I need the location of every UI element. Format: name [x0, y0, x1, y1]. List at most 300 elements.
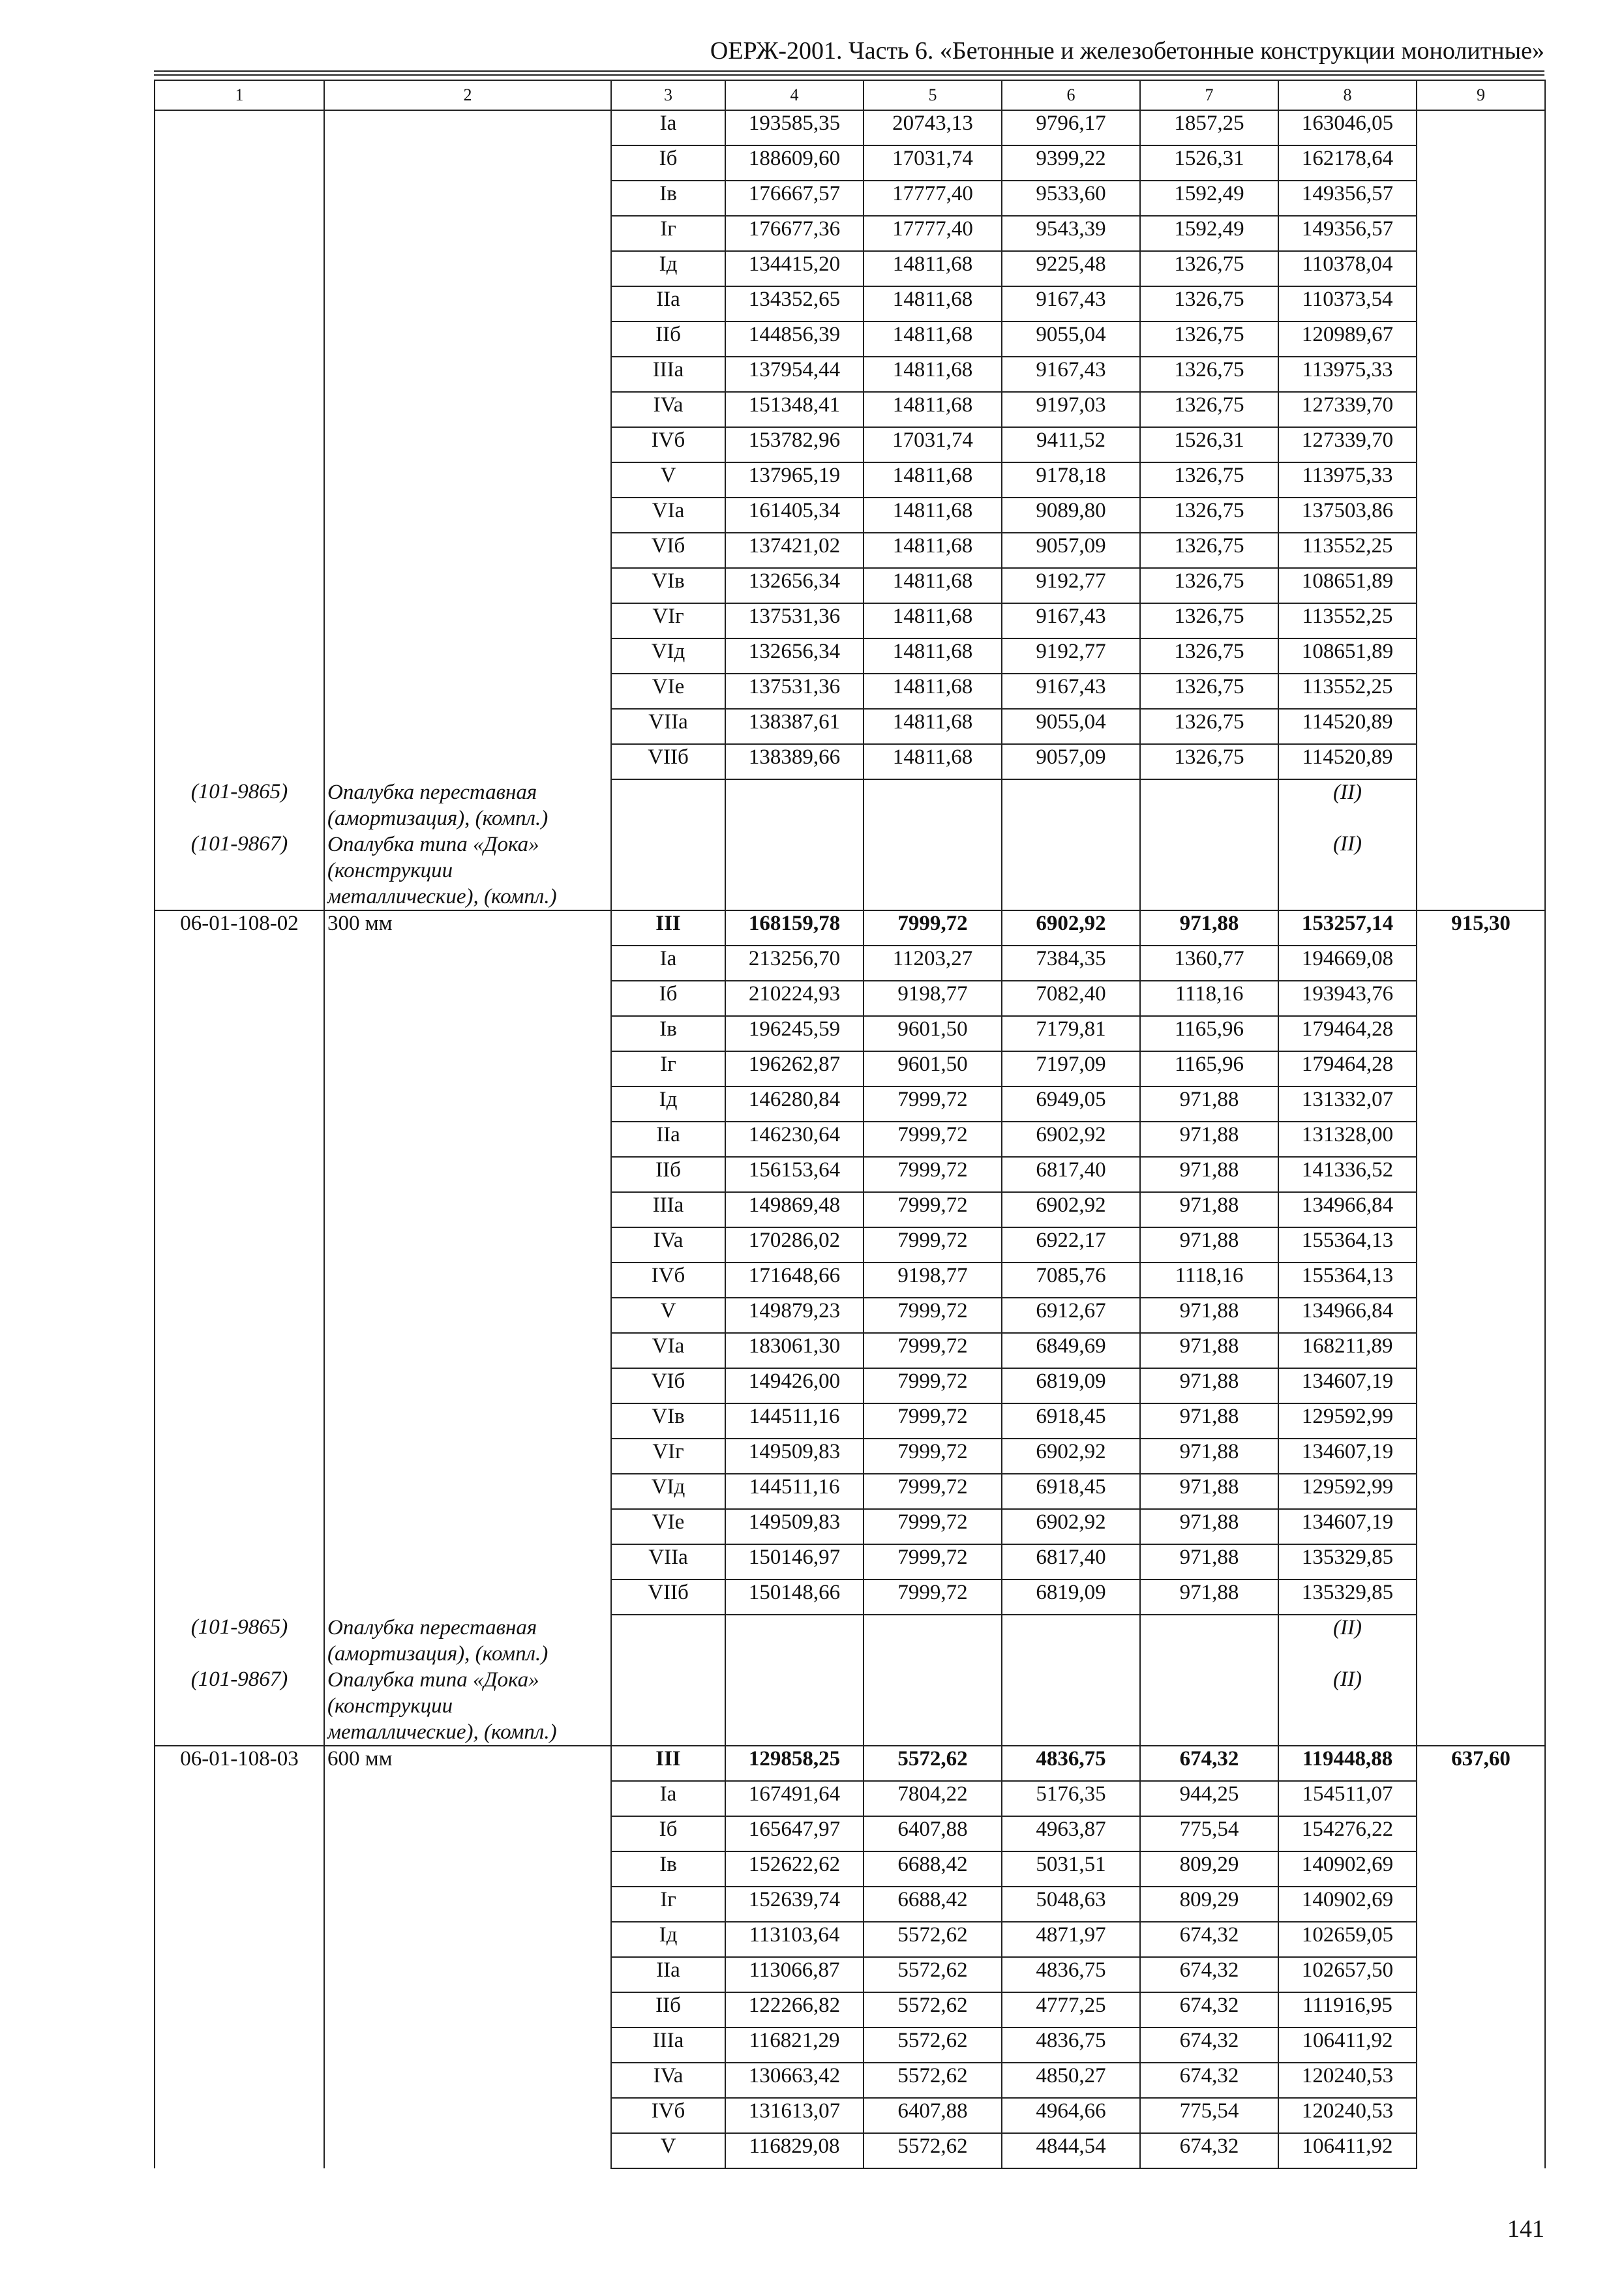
- value-cell: 113975,33: [1278, 357, 1417, 392]
- value-cell: 167491,64: [725, 1781, 864, 1816]
- value-cell: 6407,88: [864, 1816, 1002, 1851]
- value-cell: 111916,95: [1278, 1992, 1417, 2027]
- value-cell: 1326,75: [1140, 709, 1278, 744]
- zone-cell: VIб: [611, 1368, 725, 1403]
- value-cell: 971,88: [1140, 1368, 1278, 1403]
- value-cell: 5572,62: [864, 2027, 1002, 2063]
- value-cell: 971,88: [1140, 1403, 1278, 1439]
- value-cell: 150146,97: [725, 1544, 864, 1579]
- value-cell: 119448,88: [1278, 1746, 1417, 1781]
- empty-cell: [1002, 1615, 1140, 1667]
- value-cell: 153257,14: [1278, 910, 1417, 946]
- value-cell: 9192,77: [1002, 568, 1140, 603]
- column-number: 1: [155, 80, 324, 110]
- value-cell: 134415,20: [725, 251, 864, 286]
- value-cell: 1326,75: [1140, 251, 1278, 286]
- value-cell: 1326,75: [1140, 498, 1278, 533]
- value-cell: 130663,42: [725, 2063, 864, 2098]
- value-cell: 5572,62: [864, 2133, 1002, 2168]
- value-cell: 7999,72: [864, 1509, 1002, 1544]
- empty-cell: [725, 1667, 864, 1746]
- value-cell: 4836,75: [1002, 2027, 1140, 2063]
- zone-cell: Iв: [611, 1851, 725, 1887]
- value-cell: 9057,09: [1002, 533, 1140, 568]
- resource-code: (101-9867): [155, 1667, 324, 1746]
- column-number: 7: [1140, 80, 1278, 110]
- zone-cell: VIв: [611, 568, 725, 603]
- value-cell: 6817,40: [1002, 1157, 1140, 1192]
- value-cell: 155364,13: [1278, 1263, 1417, 1298]
- value-cell: 4844,54: [1002, 2133, 1140, 2168]
- value-cell: 114520,89: [1278, 709, 1417, 744]
- value-cell: 971,88: [1140, 1333, 1278, 1368]
- header-title: ОЕРЖ-2001. Часть 6. «Бетонные и железобетонные конструкции монолитные»: [710, 37, 1544, 65]
- value-cell: 7999,72: [864, 1368, 1002, 1403]
- empty-cell: [1002, 831, 1140, 910]
- value-cell: 149356,57: [1278, 216, 1417, 251]
- value-cell: 4850,27: [1002, 2063, 1140, 2098]
- value-cell: 183061,30: [725, 1333, 864, 1368]
- zone-cell: IIб: [611, 322, 725, 357]
- note-row: [155, 779, 1545, 831]
- zone-cell: Iг: [611, 216, 725, 251]
- zone-cell: IVб: [611, 2098, 725, 2133]
- value-cell: 144511,16: [725, 1403, 864, 1439]
- resource-code: (101-9865): [155, 1615, 324, 1667]
- resource-description: Опалубка переставная (амортизация), (компл.): [324, 779, 611, 831]
- value-cell: 4836,75: [1002, 1957, 1140, 1992]
- resource-group: (II): [1278, 1615, 1417, 1667]
- value-cell: 137421,02: [725, 533, 864, 568]
- price-table: [154, 80, 1546, 2169]
- zone-cell: V: [611, 1298, 725, 1333]
- value-cell: 140902,69: [1278, 1851, 1417, 1887]
- value-cell: 6922,17: [1002, 1227, 1140, 1263]
- value-cell: 170286,02: [725, 1227, 864, 1263]
- value-cell: 1118,16: [1140, 1263, 1278, 1298]
- value-cell: 674,32: [1140, 2133, 1278, 2168]
- zone-cell: IVa: [611, 1227, 725, 1263]
- zone-cell: Iд: [611, 1922, 725, 1957]
- value-cell: 171648,66: [725, 1263, 864, 1298]
- zone-cell: VIд: [611, 638, 725, 674]
- value-cell: 210224,93: [725, 981, 864, 1016]
- zone-cell: VIIб: [611, 1579, 725, 1615]
- empty-cell: [1002, 1667, 1140, 1746]
- value-cell: 137531,36: [725, 603, 864, 638]
- value-cell: 17777,40: [864, 181, 1002, 216]
- value-cell: 132656,34: [725, 568, 864, 603]
- zone-cell: Iб: [611, 981, 725, 1016]
- empty-cell: [725, 831, 864, 910]
- value-cell: 144511,16: [725, 1474, 864, 1509]
- value-cell: 163046,05: [1278, 110, 1417, 145]
- value-cell: 168211,89: [1278, 1333, 1417, 1368]
- value-cell: 193943,76: [1278, 981, 1417, 1016]
- zone-cell: VIIб: [611, 744, 725, 779]
- resource-group: (II): [1278, 1667, 1417, 1746]
- value-cell: 108651,89: [1278, 568, 1417, 603]
- value-cell: 7999,72: [864, 1544, 1002, 1579]
- value-cell: 9167,43: [1002, 286, 1140, 322]
- value-cell: 6902,92: [1002, 1192, 1140, 1227]
- value-cell: 4777,25: [1002, 1992, 1140, 2027]
- value-cell: 9198,77: [864, 1263, 1002, 1298]
- value-cell: 165647,97: [725, 1816, 864, 1851]
- table-row-main: [155, 1746, 1545, 1781]
- value-cell: 149509,83: [725, 1439, 864, 1474]
- resource-group: (II): [1278, 831, 1417, 910]
- value-cell: 134966,84: [1278, 1298, 1417, 1333]
- note-row: [155, 831, 1545, 910]
- value-cell: 108651,89: [1278, 638, 1417, 674]
- zone-cell: IIIa: [611, 1192, 725, 1227]
- value-cell: 5572,62: [864, 1746, 1002, 1781]
- labor-cost-cell: 915,30: [1417, 910, 1545, 1746]
- value-cell: 7999,72: [864, 1298, 1002, 1333]
- value-cell: 674,32: [1140, 1992, 1278, 2027]
- zone-cell: III: [611, 1746, 725, 1781]
- empty-cell: [864, 1667, 1002, 1746]
- value-cell: 127339,70: [1278, 392, 1417, 427]
- zone-cell: Iв: [611, 181, 725, 216]
- value-cell: 1326,75: [1140, 674, 1278, 709]
- value-cell: 7384,35: [1002, 946, 1140, 981]
- value-cell: 17031,74: [864, 145, 1002, 181]
- value-cell: 5572,62: [864, 2063, 1002, 2098]
- value-cell: 7082,40: [1002, 981, 1140, 1016]
- rate-name: 300 мм: [324, 910, 611, 1615]
- value-cell: 122266,82: [725, 1992, 864, 2027]
- resource-code: (101-9865): [155, 779, 324, 831]
- value-cell: 110373,54: [1278, 286, 1417, 322]
- page-number: 141: [1507, 2215, 1544, 2243]
- zone-cell: Iв: [611, 1016, 725, 1051]
- value-cell: 809,29: [1140, 1887, 1278, 1922]
- value-cell: 1592,49: [1140, 216, 1278, 251]
- value-cell: 9197,03: [1002, 392, 1140, 427]
- value-cell: 102659,05: [1278, 1922, 1417, 1957]
- value-cell: 137965,19: [725, 462, 864, 498]
- empty-cell: [611, 831, 725, 910]
- value-cell: 5048,63: [1002, 1887, 1140, 1922]
- value-cell: 1360,77: [1140, 946, 1278, 981]
- value-cell: 131328,00: [1278, 1122, 1417, 1157]
- value-cell: 14811,68: [864, 638, 1002, 674]
- zone-cell: VIIa: [611, 1544, 725, 1579]
- value-cell: 150148,66: [725, 1579, 864, 1615]
- zone-cell: VIд: [611, 1474, 725, 1509]
- value-cell: 179464,28: [1278, 1016, 1417, 1051]
- zone-cell: VIIa: [611, 709, 725, 744]
- value-cell: 7999,72: [864, 1403, 1002, 1439]
- value-cell: 674,32: [1140, 1957, 1278, 1992]
- value-cell: 9411,52: [1002, 427, 1140, 462]
- value-cell: 6849,69: [1002, 1333, 1140, 1368]
- value-cell: 144856,39: [725, 322, 864, 357]
- value-cell: 9198,77: [864, 981, 1002, 1016]
- value-cell: 120240,53: [1278, 2063, 1417, 2098]
- value-cell: 138387,61: [725, 709, 864, 744]
- value-cell: 154511,07: [1278, 1781, 1417, 1816]
- value-cell: 809,29: [1140, 1851, 1278, 1887]
- empty-cell: [1002, 779, 1140, 831]
- value-cell: 1118,16: [1140, 981, 1278, 1016]
- value-cell: 9225,48: [1002, 251, 1140, 286]
- value-cell: 17031,74: [864, 427, 1002, 462]
- value-cell: 7999,72: [864, 1227, 1002, 1263]
- value-cell: 7999,72: [864, 1579, 1002, 1615]
- value-cell: 113103,64: [725, 1922, 864, 1957]
- value-cell: 6817,40: [1002, 1544, 1140, 1579]
- value-cell: 971,88: [1140, 1298, 1278, 1333]
- value-cell: 944,25: [1140, 1781, 1278, 1816]
- value-cell: 11203,27: [864, 946, 1002, 981]
- zone-cell: Iб: [611, 145, 725, 181]
- value-cell: 7085,76: [1002, 1263, 1140, 1298]
- labor-cost-cell: 637,60: [1417, 1746, 1545, 2168]
- value-cell: 1592,49: [1140, 181, 1278, 216]
- value-cell: 1326,75: [1140, 638, 1278, 674]
- value-cell: 1165,96: [1140, 1051, 1278, 1086]
- zone-cell: IIб: [611, 1157, 725, 1192]
- empty-cell: [611, 1667, 725, 1746]
- value-cell: 4836,75: [1002, 1746, 1140, 1781]
- zone-cell: III: [611, 910, 725, 946]
- labor-cost-cell: [1417, 110, 1545, 910]
- zone-cell: IVa: [611, 392, 725, 427]
- value-cell: 135329,85: [1278, 1544, 1417, 1579]
- value-cell: 9057,09: [1002, 744, 1140, 779]
- value-cell: 5031,51: [1002, 1851, 1140, 1887]
- value-cell: 114520,89: [1278, 744, 1417, 779]
- value-cell: 14811,68: [864, 498, 1002, 533]
- column-number: 9: [1417, 80, 1545, 110]
- value-cell: 14811,68: [864, 533, 1002, 568]
- value-cell: 5572,62: [864, 1992, 1002, 2027]
- value-cell: 113552,25: [1278, 674, 1417, 709]
- value-cell: 6902,92: [1002, 1439, 1140, 1474]
- zone-cell: Iб: [611, 1816, 725, 1851]
- table-row: [155, 110, 1545, 145]
- value-cell: 971,88: [1140, 1544, 1278, 1579]
- empty-cell: [864, 831, 1002, 910]
- value-cell: 7999,72: [864, 1086, 1002, 1122]
- zone-cell: IIIa: [611, 357, 725, 392]
- value-cell: 127339,70: [1278, 427, 1417, 462]
- zone-cell: VIг: [611, 1439, 725, 1474]
- zone-cell: IVa: [611, 2063, 725, 2098]
- value-cell: 5572,62: [864, 1957, 1002, 1992]
- value-cell: 9167,43: [1002, 674, 1140, 709]
- rate-code: [155, 110, 324, 779]
- note-row: [155, 1667, 1545, 1746]
- value-cell: 149426,00: [725, 1368, 864, 1403]
- value-cell: 110378,04: [1278, 251, 1417, 286]
- value-cell: 674,32: [1140, 1922, 1278, 1957]
- value-cell: 9399,22: [1002, 145, 1140, 181]
- value-cell: 971,88: [1140, 1157, 1278, 1192]
- value-cell: 113975,33: [1278, 462, 1417, 498]
- column-number: 2: [324, 80, 611, 110]
- value-cell: 6407,88: [864, 2098, 1002, 2133]
- value-cell: 6902,92: [1002, 1122, 1140, 1157]
- value-cell: 9601,50: [864, 1016, 1002, 1051]
- value-cell: 971,88: [1140, 1439, 1278, 1474]
- value-cell: 9089,80: [1002, 498, 1140, 533]
- value-cell: 129592,99: [1278, 1403, 1417, 1439]
- empty-cell: [611, 779, 725, 831]
- empty-cell: [1140, 831, 1278, 910]
- value-cell: 155364,13: [1278, 1227, 1417, 1263]
- value-cell: 113066,87: [725, 1957, 864, 1992]
- value-cell: 131613,07: [725, 2098, 864, 2133]
- value-cell: 971,88: [1140, 1192, 1278, 1227]
- value-cell: 971,88: [1140, 1227, 1278, 1263]
- zone-cell: VIб: [611, 533, 725, 568]
- zone-cell: Ia: [611, 1781, 725, 1816]
- value-cell: 154276,22: [1278, 1816, 1417, 1851]
- value-cell: 7999,72: [864, 1157, 1002, 1192]
- value-cell: 1326,75: [1140, 603, 1278, 638]
- value-cell: 4871,97: [1002, 1922, 1140, 1957]
- value-cell: 9055,04: [1002, 322, 1140, 357]
- zone-cell: IVб: [611, 1263, 725, 1298]
- value-cell: 14811,68: [864, 462, 1002, 498]
- value-cell: 176667,57: [725, 181, 864, 216]
- zone-cell: Iг: [611, 1887, 725, 1922]
- value-cell: 971,88: [1140, 1122, 1278, 1157]
- value-cell: 9543,39: [1002, 216, 1140, 251]
- value-cell: 196262,87: [725, 1051, 864, 1086]
- empty-cell: [1140, 1667, 1278, 1746]
- rate-name: 600 мм: [324, 1746, 611, 2168]
- value-cell: 5176,35: [1002, 1781, 1140, 1816]
- value-cell: 149356,57: [1278, 181, 1417, 216]
- column-number: 6: [1002, 80, 1140, 110]
- rate-code: 06-01-108-02: [155, 910, 324, 1615]
- value-cell: 149879,23: [725, 1298, 864, 1333]
- empty-cell: [864, 1615, 1002, 1667]
- zone-cell: VIe: [611, 1509, 725, 1544]
- note-row: [155, 1615, 1545, 1667]
- value-cell: 7999,72: [864, 1474, 1002, 1509]
- empty-cell: [1140, 779, 1278, 831]
- zone-cell: V: [611, 462, 725, 498]
- value-cell: 146280,84: [725, 1086, 864, 1122]
- value-cell: 138389,66: [725, 744, 864, 779]
- value-cell: 14811,68: [864, 744, 1002, 779]
- value-cell: 9192,77: [1002, 638, 1140, 674]
- zone-cell: Iд: [611, 1086, 725, 1122]
- value-cell: 135329,85: [1278, 1579, 1417, 1615]
- column-number: 8: [1278, 80, 1417, 110]
- value-cell: 1326,75: [1140, 533, 1278, 568]
- value-cell: 168159,78: [725, 910, 864, 946]
- column-number: 4: [725, 80, 864, 110]
- value-cell: 971,88: [1140, 910, 1278, 946]
- rate-name: [324, 110, 611, 779]
- value-cell: 1326,75: [1140, 392, 1278, 427]
- value-cell: 129858,25: [725, 1746, 864, 1781]
- value-cell: 4963,87: [1002, 1816, 1140, 1851]
- column-number: 3: [611, 80, 725, 110]
- value-cell: 196245,59: [725, 1016, 864, 1051]
- value-cell: 116829,08: [725, 2133, 864, 2168]
- rate-code: 06-01-108-03: [155, 1746, 324, 2168]
- value-cell: 674,32: [1140, 2027, 1278, 2063]
- value-cell: 1326,75: [1140, 568, 1278, 603]
- value-cell: 14811,68: [864, 322, 1002, 357]
- resource-code: (101-9867): [155, 831, 324, 910]
- header-double-rule: [154, 70, 1544, 76]
- value-cell: 7999,72: [864, 1122, 1002, 1157]
- value-cell: 14811,68: [864, 251, 1002, 286]
- value-cell: 194669,08: [1278, 946, 1417, 981]
- empty-cell: [725, 1615, 864, 1667]
- value-cell: 7179,81: [1002, 1016, 1140, 1051]
- value-cell: 106411,92: [1278, 2133, 1417, 2168]
- zone-cell: VIa: [611, 1333, 725, 1368]
- value-cell: 14811,68: [864, 357, 1002, 392]
- zone-cell: IIa: [611, 286, 725, 322]
- resource-description: Опалубка переставная (амортизация), (компл.): [324, 1615, 611, 1667]
- value-cell: 176677,36: [725, 216, 864, 251]
- value-cell: 6688,42: [864, 1887, 1002, 1922]
- zone-cell: VIв: [611, 1403, 725, 1439]
- value-cell: 9796,17: [1002, 110, 1140, 145]
- value-cell: 6902,92: [1002, 910, 1140, 946]
- value-cell: 775,54: [1140, 1816, 1278, 1851]
- value-cell: 113552,25: [1278, 603, 1417, 638]
- zone-cell: VIe: [611, 674, 725, 709]
- value-cell: 6819,09: [1002, 1579, 1140, 1615]
- value-cell: 775,54: [1140, 2098, 1278, 2133]
- value-cell: 129592,99: [1278, 1474, 1417, 1509]
- value-cell: 156153,64: [725, 1157, 864, 1192]
- value-cell: 971,88: [1140, 1086, 1278, 1122]
- resource-description: Опалубка типа «Дока» (конструкции металлические), (компл.): [324, 831, 611, 910]
- value-cell: 1326,75: [1140, 322, 1278, 357]
- value-cell: 1326,75: [1140, 286, 1278, 322]
- value-cell: 137531,36: [725, 674, 864, 709]
- value-cell: 1326,75: [1140, 462, 1278, 498]
- zone-cell: IIa: [611, 1122, 725, 1157]
- zone-cell: V: [611, 2133, 725, 2168]
- value-cell: 188609,60: [725, 145, 864, 181]
- value-cell: 134607,19: [1278, 1509, 1417, 1544]
- value-cell: 14811,68: [864, 392, 1002, 427]
- zone-cell: Iд: [611, 251, 725, 286]
- value-cell: 5572,62: [864, 1922, 1002, 1957]
- value-cell: 14811,68: [864, 709, 1002, 744]
- value-cell: 1326,75: [1140, 357, 1278, 392]
- value-cell: 113552,25: [1278, 533, 1417, 568]
- value-cell: 6918,45: [1002, 1474, 1140, 1509]
- value-cell: 7999,72: [864, 910, 1002, 946]
- value-cell: 9601,50: [864, 1051, 1002, 1086]
- value-cell: 1165,96: [1140, 1016, 1278, 1051]
- value-cell: 137954,44: [725, 357, 864, 392]
- value-cell: 1526,31: [1140, 145, 1278, 181]
- value-cell: 132656,34: [725, 638, 864, 674]
- value-cell: 153782,96: [725, 427, 864, 462]
- value-cell: 6912,67: [1002, 1298, 1140, 1333]
- value-cell: 6902,92: [1002, 1509, 1140, 1544]
- value-cell: 14811,68: [864, 286, 1002, 322]
- value-cell: 140902,69: [1278, 1887, 1417, 1922]
- zone-cell: Iг: [611, 1051, 725, 1086]
